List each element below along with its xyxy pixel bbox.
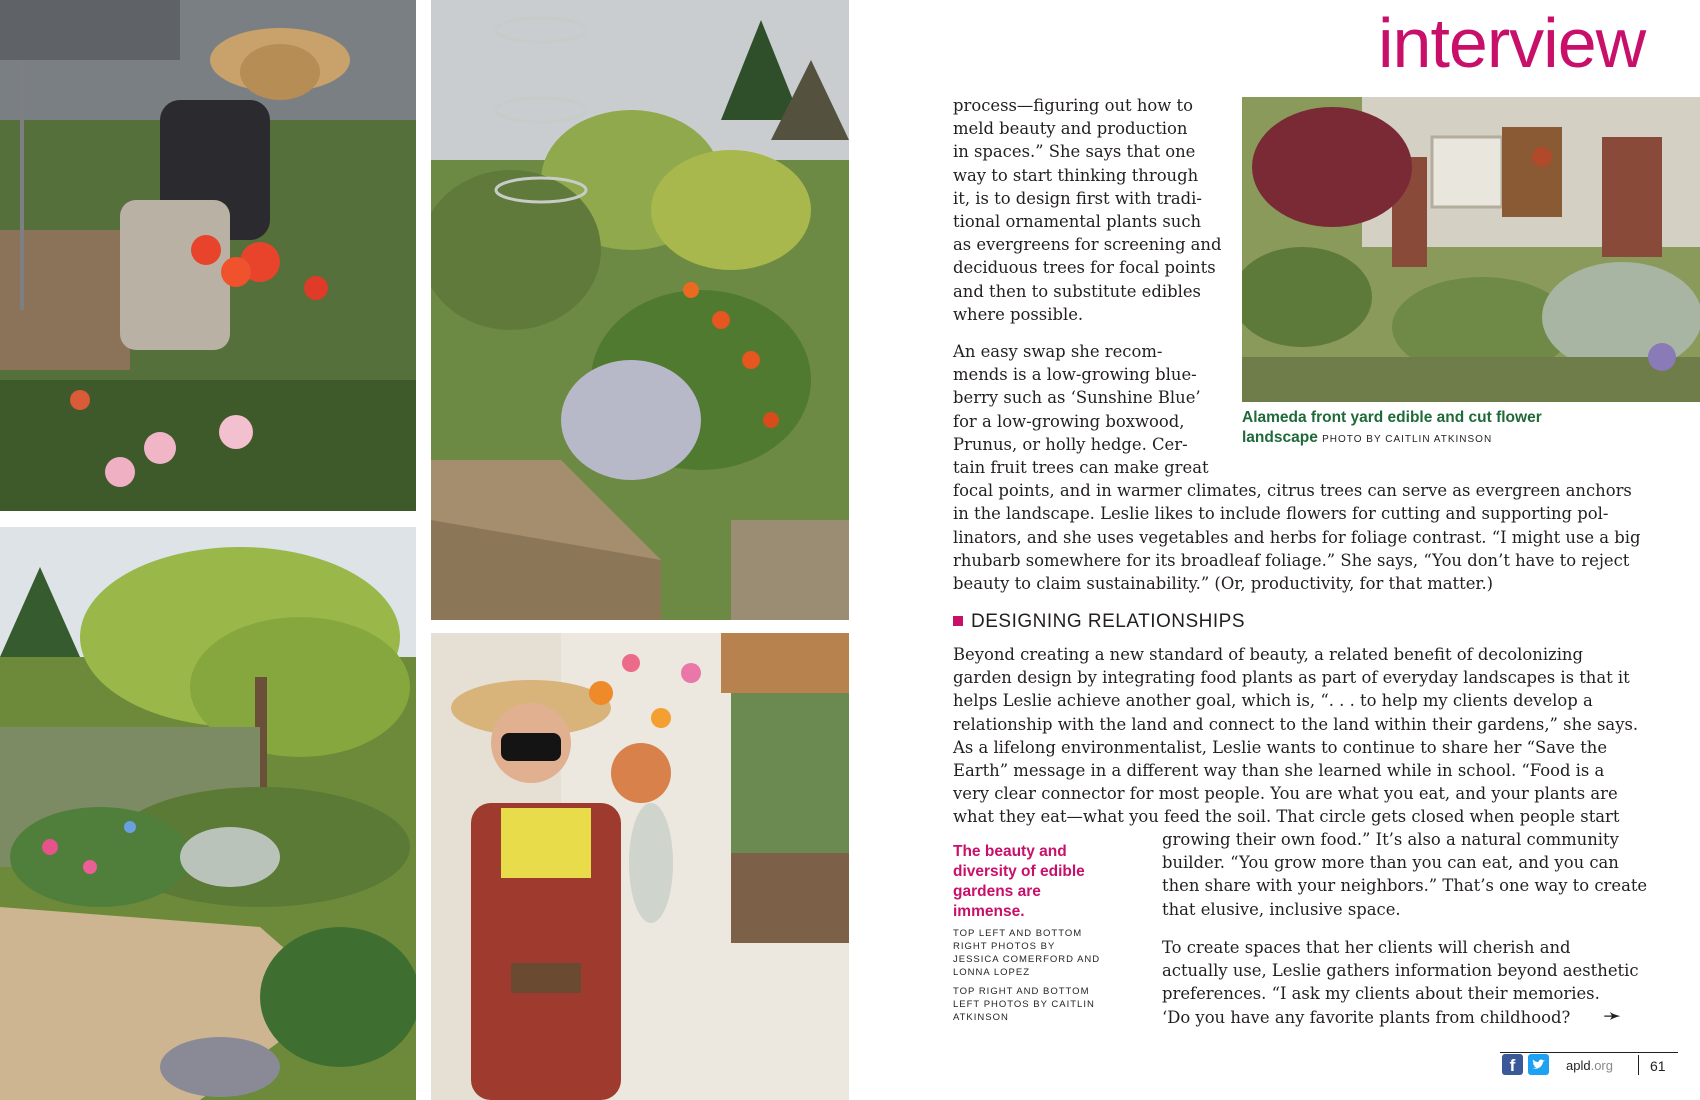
text-line: then share with your neighbors.” That’s one way to create bbox=[1162, 876, 1648, 896]
text-line: in spaces.” She says that one bbox=[953, 142, 1196, 162]
credit-line: ATKINSON bbox=[953, 1012, 1009, 1023]
photo-credits-block-2 bbox=[953, 985, 1095, 1024]
column-c-paragraph-narrow bbox=[1162, 828, 1647, 921]
text-line: preferences. “I ask my clients about their memories. bbox=[1162, 984, 1600, 1004]
caption-line: Alameda front yard edible and cut flower bbox=[1242, 409, 1542, 426]
text-line: To create spaces that her clients will cherish and bbox=[1162, 938, 1571, 957]
text-line: where possible. bbox=[953, 304, 1084, 324]
facebook-icon[interactable]: f bbox=[1502, 1054, 1523, 1075]
text-line: growing their own food.” It’s also a natural community bbox=[1162, 830, 1619, 849]
text-line: very clear connector for most people. You are what you eat, and your plants are bbox=[953, 784, 1618, 804]
text-line: As a lifelong environmentalist, Leslie wants to continue to share her “Save the bbox=[953, 737, 1608, 757]
caption-line: diversity of edible bbox=[953, 863, 1085, 880]
credit-line: TOP RIGHT AND BOTTOM bbox=[953, 986, 1090, 997]
text-line: deciduous trees for focal points bbox=[953, 258, 1216, 278]
photo-credit: PHOTO BY CAITLIN ATKINSON bbox=[1322, 434, 1493, 445]
caption-line: immense. bbox=[953, 903, 1025, 920]
text-line: helps Leslie achieve another goal, which is, “. . . to help my clients develop a bbox=[953, 691, 1593, 711]
photo-raised-beds-tomato-cages bbox=[431, 0, 849, 620]
text-line: actually use, Leslie gathers information beyond aesthetic bbox=[1162, 961, 1639, 981]
column-c-paragraph-wide bbox=[953, 643, 1638, 829]
text-line: berry such as ‘Sunshine Blue’ bbox=[953, 388, 1201, 408]
text-line: An easy swap she recom- bbox=[953, 342, 1163, 361]
text-line: tain fruit trees can make great bbox=[953, 458, 1209, 478]
column-d-paragraph bbox=[1162, 936, 1639, 1029]
credit-line: TOP LEFT AND BOTTOM bbox=[953, 928, 1083, 939]
pull-caption bbox=[953, 842, 1123, 922]
text-line: Prunus, or holly hedge. Cer- bbox=[953, 434, 1188, 454]
text-line: rhubarb somewhere for its broadleaf foliage.” She says, “You don’t have to reject bbox=[953, 550, 1630, 570]
text-line: process—figuring out how to bbox=[953, 96, 1193, 115]
text-line: and then to substitute edibles bbox=[953, 281, 1201, 301]
site-name: apld bbox=[1566, 1058, 1591, 1073]
credit-line: LONNA LOPEZ bbox=[953, 967, 1030, 978]
text-line: mends is a low-growing blue- bbox=[953, 365, 1197, 385]
section-heading bbox=[953, 611, 1245, 633]
text-line: garden design by integrating food plants as part of everyday landscapes is that it bbox=[953, 668, 1630, 688]
text-line: focal points, and in warmer climates, citrus trees can serve as evergreen anchors bbox=[953, 481, 1632, 501]
column-a-paragraph bbox=[953, 94, 1221, 326]
section-heading-text: DESIGNING RELATIONSHIPS bbox=[971, 611, 1246, 632]
text-line: builder. “You grow more than you can eat, and you can bbox=[1162, 853, 1619, 873]
text-line: Beyond creating a new standard of beauty, a related benefit of decolonizing bbox=[953, 645, 1583, 664]
footer-separator bbox=[1638, 1055, 1639, 1075]
text-line: relationship with the land and connect to the land within their gardens,” she says. bbox=[953, 714, 1639, 734]
pink-square-icon bbox=[953, 616, 963, 626]
footer-rule bbox=[1500, 1052, 1678, 1053]
caption-line bbox=[1242, 428, 1542, 450]
twitter-icon[interactable] bbox=[1528, 1054, 1549, 1075]
site-tld: .org bbox=[1590, 1058, 1613, 1073]
photo-gardener-poppies bbox=[0, 0, 416, 511]
text-line: for a low-growing boxwood, bbox=[953, 411, 1185, 431]
site-link[interactable] bbox=[1566, 1058, 1613, 1073]
photo-garden-path-tree bbox=[0, 527, 416, 1100]
front-yard-caption bbox=[1242, 408, 1542, 450]
caption-line: The beauty and bbox=[953, 843, 1067, 860]
text-line: beauty to claim sustainability.” (Or, productivity, for that matter.) bbox=[953, 574, 1494, 594]
page-number: 61 bbox=[1650, 1058, 1666, 1074]
text-line: it, is to design first with tradi- bbox=[953, 188, 1202, 208]
credit-line: JESSICA COMERFORD AND bbox=[953, 954, 1101, 965]
text-line: meld beauty and production bbox=[953, 119, 1188, 139]
text-line: what they eat—what you feed the soil. That circle gets closed when people start bbox=[953, 807, 1620, 827]
column-b-paragraph bbox=[953, 340, 1641, 595]
section-title: interview bbox=[1378, 4, 1646, 82]
caption-line: gardens are bbox=[953, 883, 1041, 900]
text-line: as evergreens for screening and bbox=[953, 235, 1222, 255]
text-line: Earth” message in a different way than she learned while in school. “Food is a bbox=[953, 761, 1605, 781]
text-line: in the landscape. Leslie likes to include flowers for cutting and supporting pol- bbox=[953, 504, 1609, 524]
photo-credits-block-1 bbox=[953, 927, 1100, 979]
text-line: tional ornamental plants such bbox=[953, 212, 1202, 232]
continue-arrow-icon: ➛ bbox=[1603, 1004, 1622, 1029]
text-line: way to start thinking through bbox=[953, 165, 1199, 185]
text-line: linators, and she uses vegetables and herbs for foliage contrast. “I might use a big bbox=[953, 527, 1641, 547]
text-line: that elusive, inclusive space. bbox=[1162, 899, 1401, 919]
credit-line: LEFT PHOTOS BY CAITLIN bbox=[953, 999, 1095, 1010]
credit-line: RIGHT PHOTOS BY bbox=[953, 941, 1056, 952]
text-line: ‘Do you have any favorite plants from childhood? bbox=[1162, 1007, 1571, 1027]
photo-gardener-bouquet bbox=[431, 633, 849, 1100]
caption-line-end: landscape bbox=[1242, 429, 1318, 446]
